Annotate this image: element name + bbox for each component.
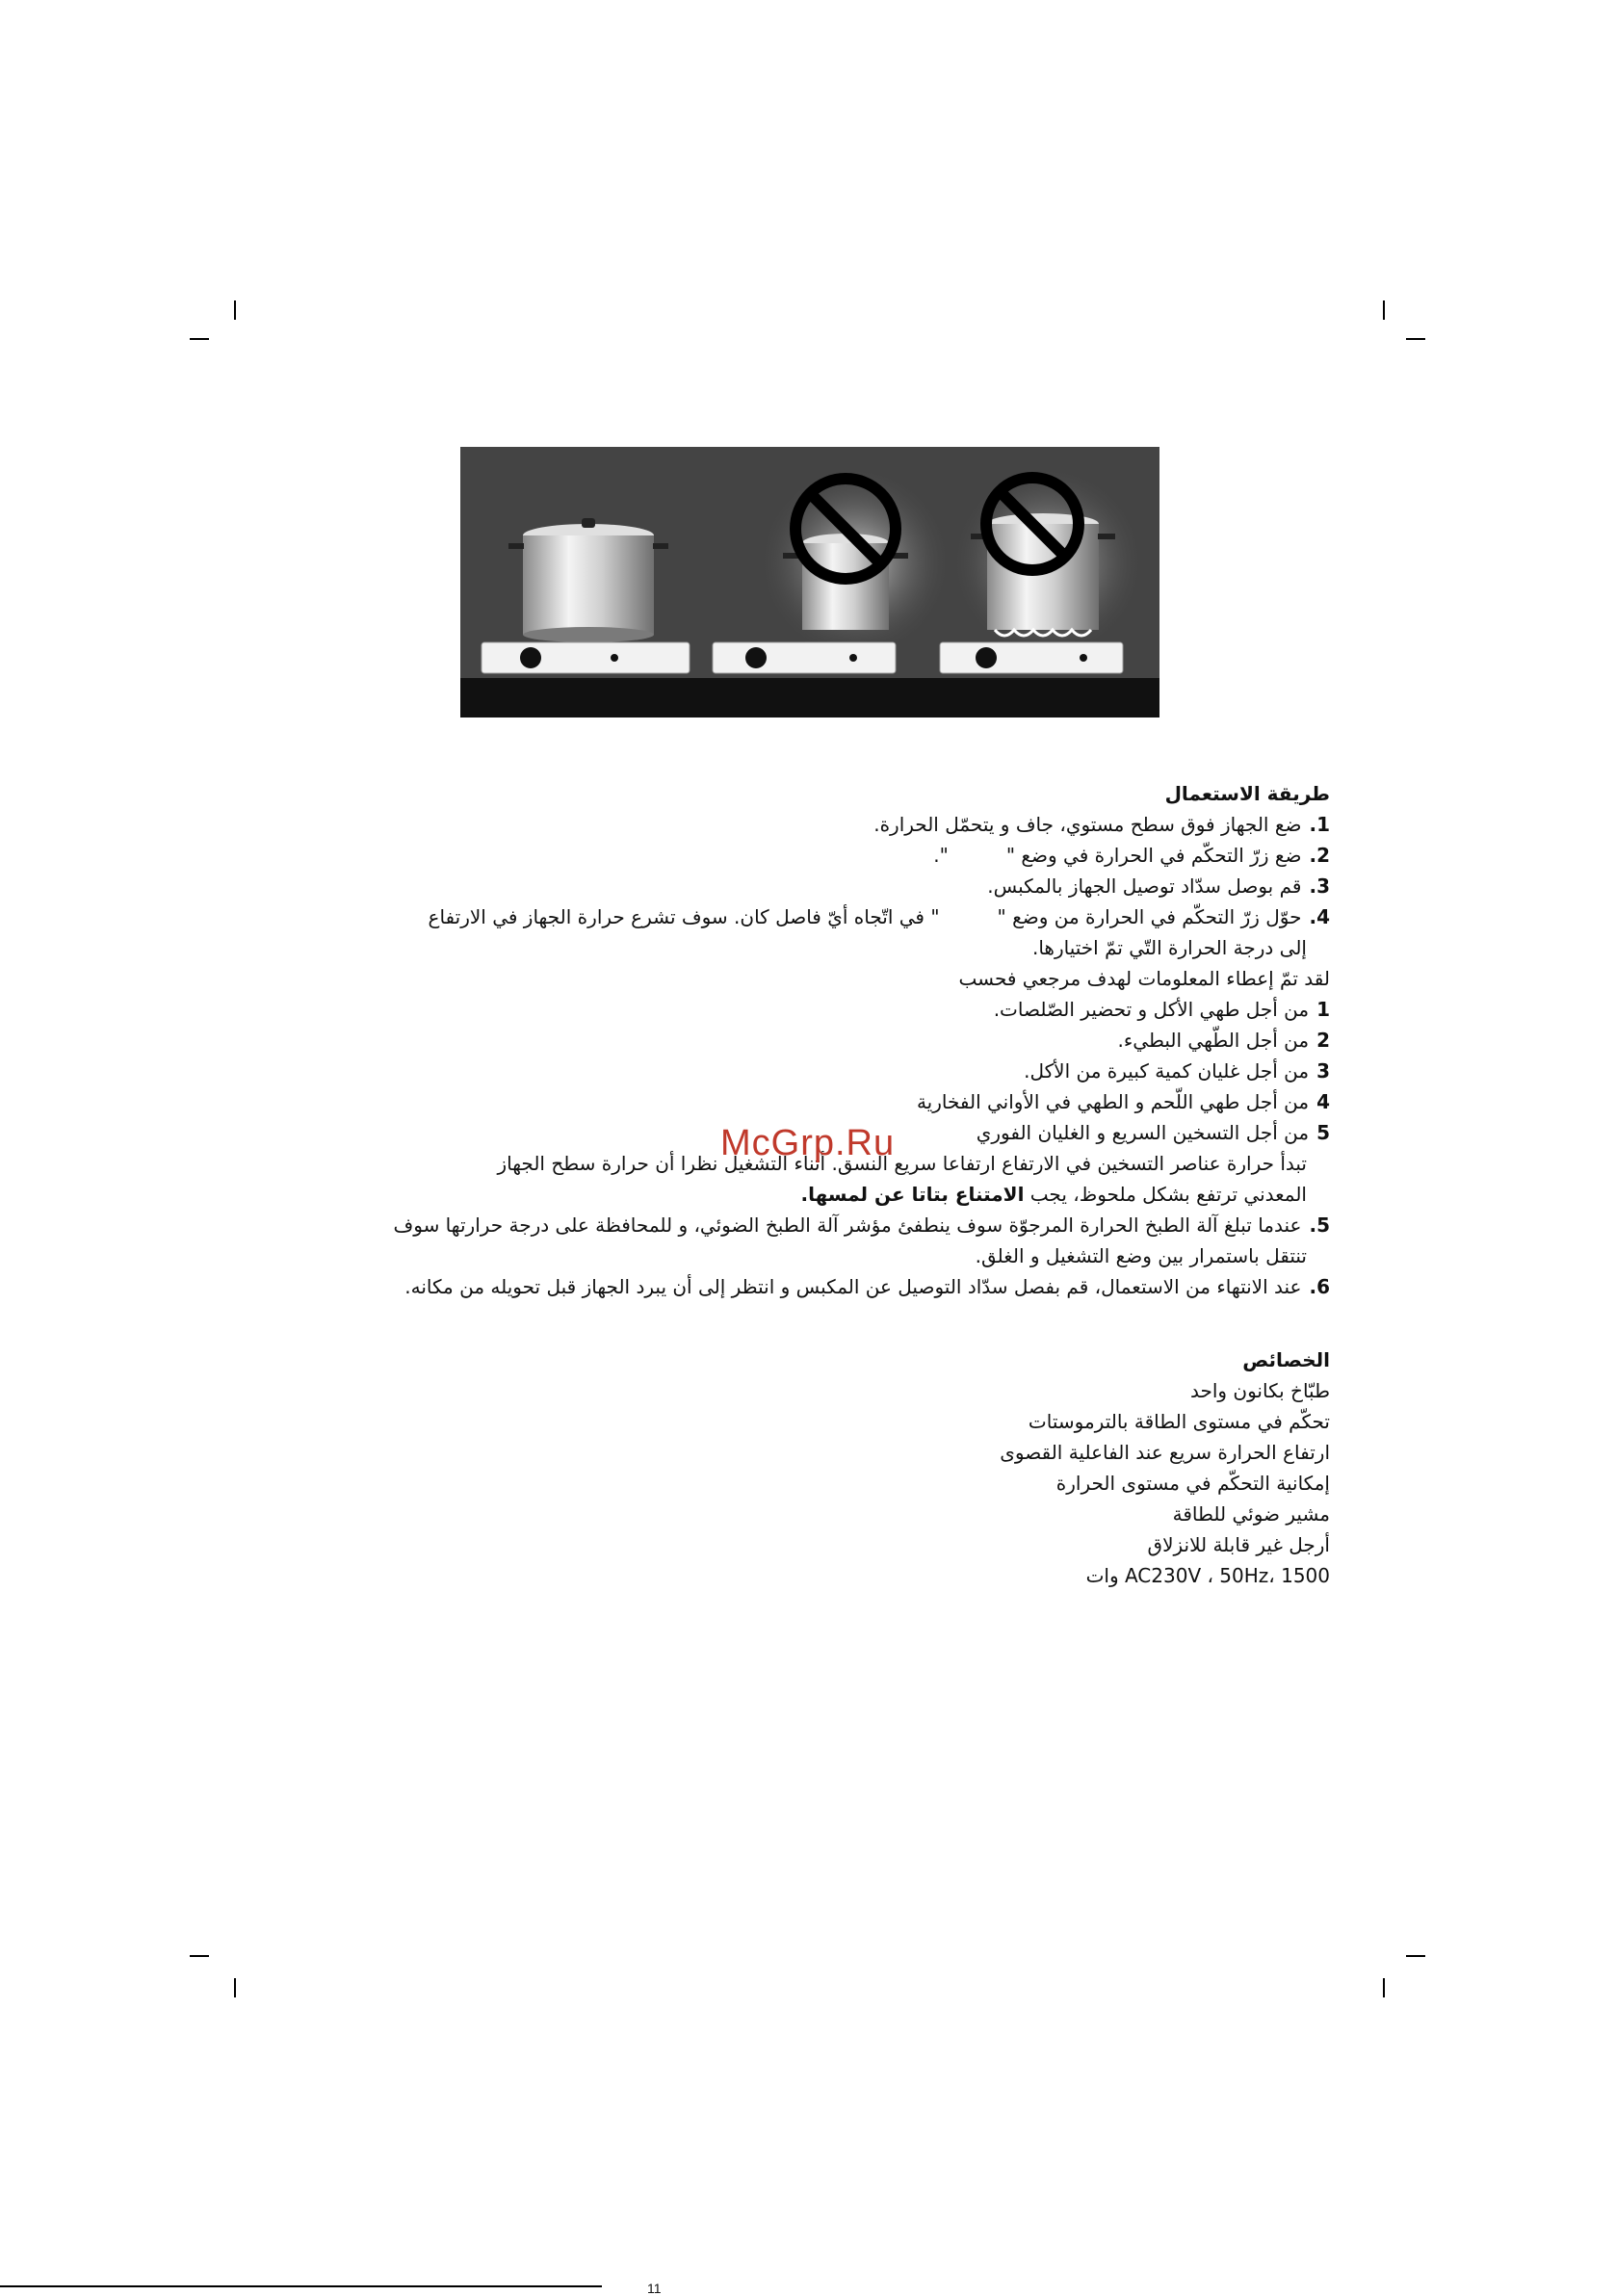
reference-note: لقد تمّ إعطاء المعلومات لهدف مرجعي فحسب	[958, 967, 1330, 990]
feature-item: AC230V ، 50Hz، 1500 وات	[1085, 1564, 1330, 1587]
page-number: 11	[647, 2281, 662, 2296]
list-item: 3.قم بوصل سدّاد توصيل الجهاز بالمكبس.	[987, 874, 1330, 898]
bottom-rule	[0, 2285, 602, 2287]
crop-mark	[1383, 300, 1385, 320]
crop-mark	[1383, 1978, 1385, 1997]
usage-heading: طريقة الاستعمال	[1164, 782, 1330, 805]
watermark: McGrp.Ru	[720, 1123, 896, 1163]
heat-level-item: 3من أجل غليان كمية كبيرة من الأكل.	[1024, 1059, 1330, 1083]
stove-illustration	[460, 447, 1159, 718]
heat-level-item: 5من أجل التسخين السريع و الغليان الفوري	[976, 1121, 1330, 1144]
feature-item: أرجل غير قابلة للانزلاق	[1147, 1533, 1330, 1556]
usage-section	[394, 778, 1331, 1302]
list-item-continuation: تنتقل باستمرار بين وضع التشغيل و الغلق.	[975, 1244, 1307, 1267]
crop-mark	[234, 300, 236, 320]
warning-note: تبدأ حرارة عناصر التسخين في الارتفاع ارتفاعا سريع النسق. أثناء التشغيل نظرا أن حرارة سطح الجهاز	[497, 1152, 1307, 1175]
list-item-continuation: إلى درجة الحرارة التّي تمّ اختيارها.	[1031, 936, 1307, 959]
stove-icon	[940, 642, 1123, 673]
list-item: 5.عندما تبلغ آلة الطبخ الحرارة المرجوّة سوف ينطفئ مؤشر آلة الطبخ الضوئي، و للمحافظة على درجة حرارتها سوف	[393, 1213, 1330, 1237]
heat-level-item: 4من أجل طهي اللّحم و الطهي في الأواني الفخارية	[916, 1090, 1330, 1113]
crop-mark	[190, 338, 209, 340]
features-section	[1000, 1344, 1330, 1591]
feature-item: طبّاخ بكانون واحد	[1189, 1379, 1330, 1402]
crop-mark	[1406, 338, 1425, 340]
heat-level-item: 2من أجل الطّهي البطيء.	[1117, 1029, 1330, 1052]
stove-icon	[713, 642, 896, 673]
list-item: 2.ضع زرّ التحكّم في الحرارة في وضع "".	[933, 844, 1330, 867]
features-heading: الخصائص	[1242, 1348, 1330, 1371]
crop-mark	[234, 1978, 236, 1997]
feature-item: تحكّم في مستوى الطاقة بالترموستات	[1028, 1410, 1330, 1433]
list-item: 4.حوّل زرّ التحكّم في الحرارة من وضع "" في اتّجاه أيّ فاصل كان. سوف تشرع حرارة الجهاز في الارتفاع	[428, 905, 1330, 928]
stove-icon	[482, 642, 690, 673]
crop-mark	[1406, 1955, 1425, 1957]
feature-item: ارتفاع الحرارة سريع عند الفاعلية القصوى	[1000, 1441, 1330, 1464]
feature-item: إمكانية التحكّم في مستوى الحرارة	[1055, 1472, 1330, 1495]
feature-item: مشير ضوئي للطاقة	[1172, 1502, 1330, 1526]
pot-icon	[508, 518, 668, 642]
crop-mark	[190, 1955, 209, 1957]
warning-note: المعدني ترتفع بشكل ملحوظ، يجب الامتناع بتاتا عن لمسها.	[800, 1183, 1307, 1206]
list-item: 1.ضع الجهاز فوق سطح مستوي، جاف و يتحمّل الحرارة.	[873, 813, 1330, 836]
list-item: 6.عند الانتهاء من الاستعمال، قم بفصل سدّاد التوصيل عن المكبس و انتظر إلى أن يبرد الجهاز قبل تحويله من مكانه.	[404, 1275, 1330, 1298]
heat-level-item: 1من أجل طهي الأكل و تحضير الصّلصات.	[993, 998, 1330, 1021]
